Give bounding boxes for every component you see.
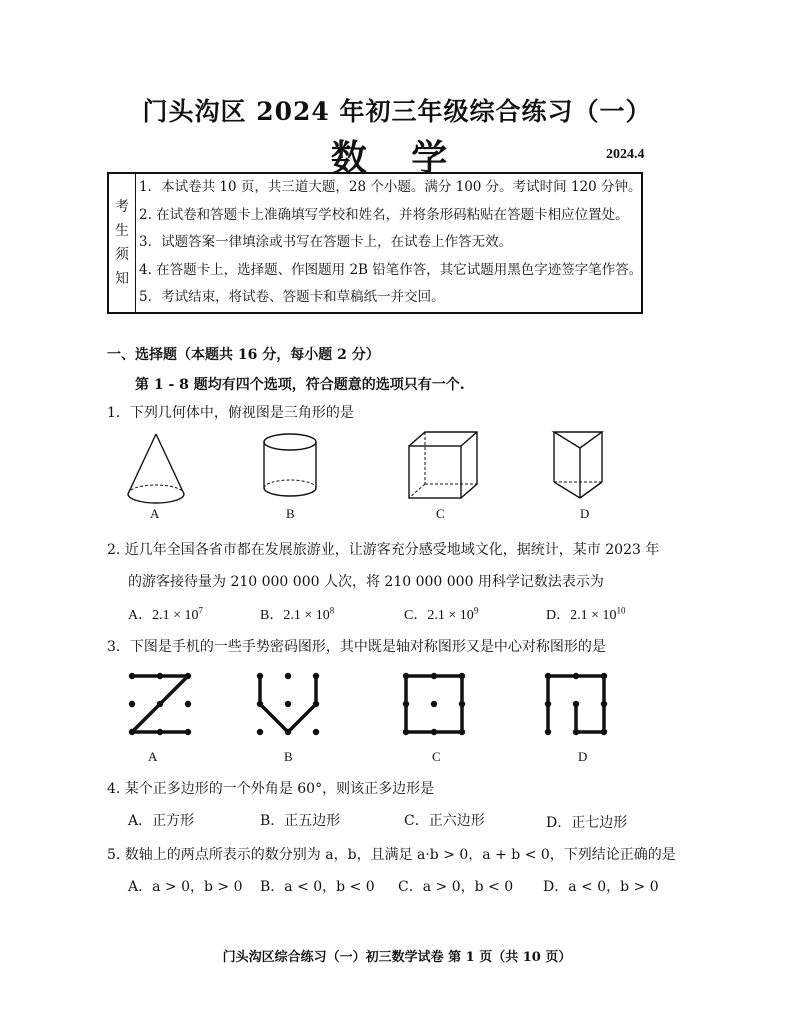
q1-option-c-label: C	[436, 506, 445, 521]
option-base: 2.1 × 10	[283, 608, 330, 623]
cylinder-icon	[260, 432, 340, 512]
exam-title: 门头沟区 2024 年初三年级综合练习（一）	[142, 97, 652, 126]
gesture-pattern-spiral-icon	[544, 672, 610, 738]
q2-option-b	[260, 604, 334, 624]
notice-item: 5．考试结束，将试卷、答题卡和草稿纸一并交回。	[139, 289, 445, 305]
notice-item: 3．试题答案一律填涂或书写在答题卡上，在试卷上作答无效。	[139, 234, 513, 250]
exam-date: 2024.4	[606, 147, 645, 162]
q4-option-d: D．正七边形	[546, 815, 628, 831]
option-letter: C．	[404, 608, 428, 623]
option-letter: D．	[546, 608, 571, 623]
question-2-line-2: 的游客接待量为 210 000 000 人次，将 210 000 000 用科学记数法表示为	[128, 574, 604, 590]
notice-list	[139, 174, 643, 312]
q5-option-d: D．a < 0，b > 0	[543, 879, 659, 895]
gesture-pattern-v-icon	[256, 672, 322, 738]
notice-item: 1．本试卷共 10 页，共三道大题，28 个小题。满分 100 分。考试时间 120 分钟。	[139, 179, 642, 195]
notice-label-char: 知	[115, 271, 129, 287]
q4-option-c: C．正六边形	[404, 813, 485, 829]
triangular-prism-icon	[550, 430, 620, 510]
q3-option-b-label: B	[284, 749, 293, 764]
q2-option-d	[546, 604, 626, 624]
notice-item: 2. 在试卷和答题卡上准确填写学校和姓名，并将条形码粘贴在答题卡相应位置处。	[139, 206, 629, 223]
option-base: 2.1 × 10	[570, 608, 617, 623]
q1-option-d-label: D	[580, 506, 590, 521]
question-4-text: 4. 某个正多边形的一个外角是 60°，则该正多边形是	[107, 781, 435, 797]
notice-label-char: 生	[115, 223, 129, 239]
option-exponent: 10	[616, 605, 626, 616]
q4-option-a: A．正方形	[128, 813, 195, 829]
q3-option-a-label: A	[148, 749, 158, 764]
option-exponent: 8	[329, 605, 335, 616]
q5-option-b: B．a < 0，b < 0	[260, 879, 375, 895]
candidate-notice-box	[107, 172, 643, 314]
q5-option-c: C．a > 0，b < 0	[398, 879, 514, 895]
option-base: 2.1 × 10	[427, 608, 474, 623]
q1-option-b-label: B	[286, 506, 295, 521]
q5-option-a: A．a > 0，b > 0	[128, 879, 243, 895]
q3-option-c-label: C	[432, 749, 441, 764]
option-letter: A．	[128, 608, 153, 623]
notice-label-char: 须	[115, 247, 129, 263]
subject-title: 数 学	[330, 137, 464, 179]
q2-option-a	[128, 604, 203, 624]
question-3-text: 3．下图是手机的一些手势密码图形，其中既是轴对称图形又是中心对称图形的是	[107, 639, 606, 655]
cube-icon	[405, 430, 485, 510]
gesture-pattern-z-icon	[128, 672, 194, 738]
option-letter: B．	[260, 608, 284, 623]
option-base: 2.1 × 10	[152, 608, 199, 623]
question-1-text: 1．下列几何体中，俯视图是三角形的是	[107, 405, 354, 421]
notice-label-char: 考	[115, 199, 129, 215]
q3-option-d-label: D	[578, 749, 588, 764]
q2-option-c	[404, 604, 478, 624]
option-exponent: 9	[473, 605, 479, 616]
section-instruction: 第 1 - 8 题均有四个选项，符合题意的选项只有一个.	[135, 377, 465, 393]
gesture-pattern-square-icon	[402, 672, 468, 738]
cone-icon	[120, 432, 200, 512]
question-5-text: 5. 数轴上的两点所表示的数分别为 a，b，且满足 a·b > 0，a + b < 0，下列结论正确的是	[107, 847, 676, 863]
q1-option-a-label: A	[150, 506, 160, 521]
option-exponent: 7	[198, 605, 204, 616]
notice-label	[109, 174, 136, 312]
question-2-line-1: 2. 近几年全国各省市都在发展旅游业，让游客充分感受地域文化，据统计，某市 2023 年	[107, 542, 660, 558]
q4-option-b: B．正五边形	[260, 813, 341, 829]
notice-item: 4. 在答题卡上，选择题、作图题用 2B 铅笔作答，其它试题用黑色字迹签字笔作答。	[139, 261, 643, 278]
section-heading: 一、选择题（本题共 16 分，每小题 2 分）	[107, 347, 380, 363]
page-footer: 门头沟区综合练习（一）初三数学试卷 第 1 页（共 10 页）	[222, 950, 572, 965]
